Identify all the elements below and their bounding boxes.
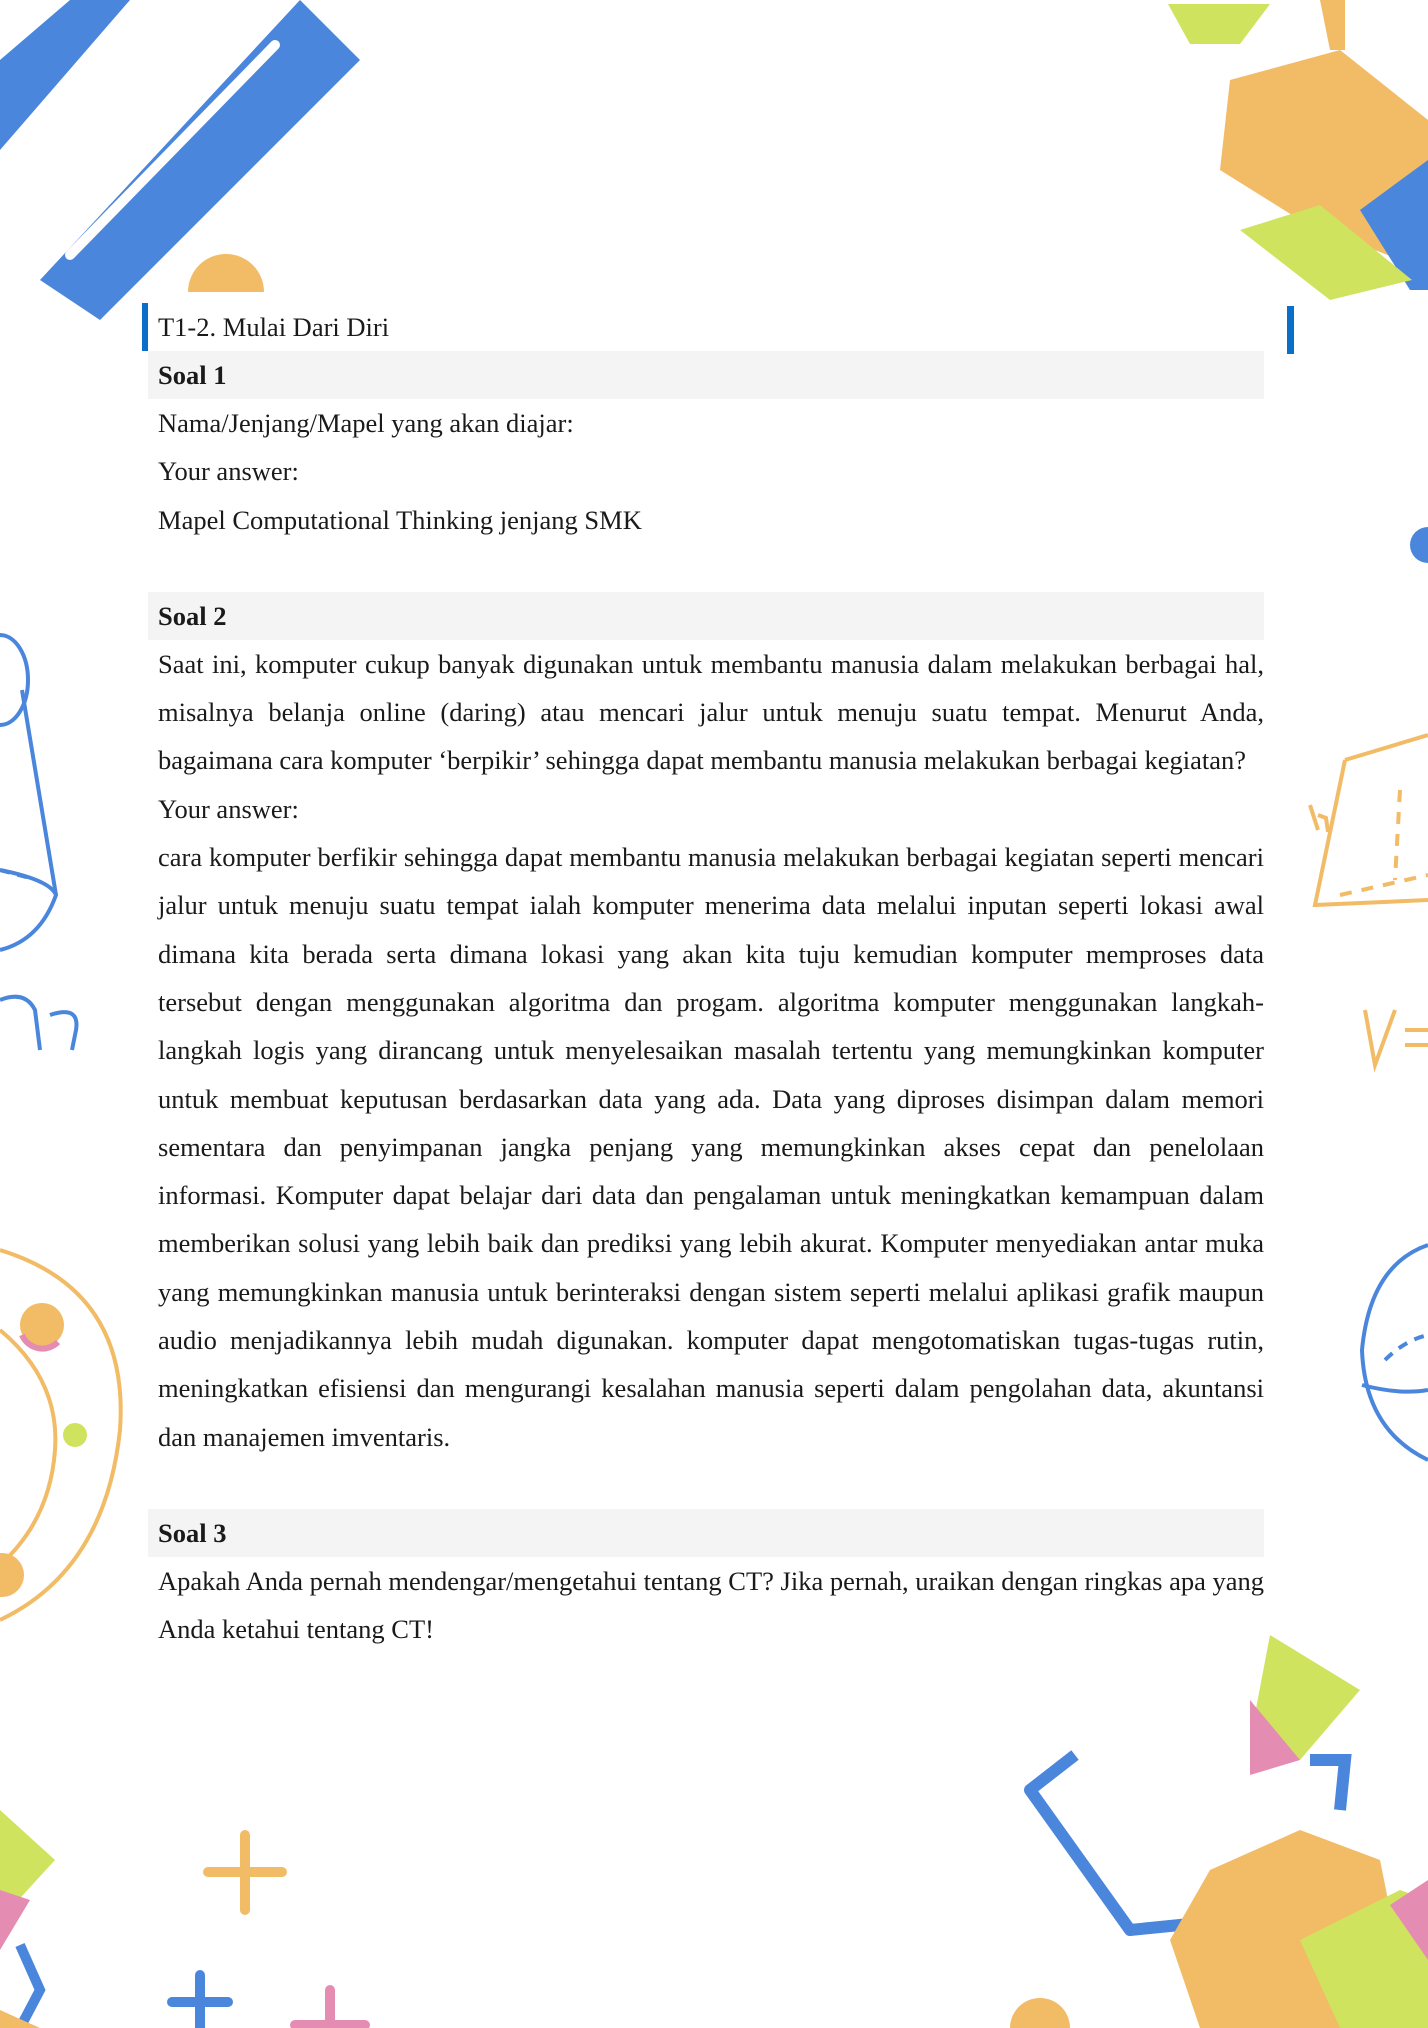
soal-3-heading: Soal 3 <box>148 1509 1264 1557</box>
triangle-cluster-icon <box>0 1810 55 2028</box>
soal-1-answer-label: Your answer: <box>158 456 299 487</box>
soal-3-question-text: Apakah Anda pernah mendengar/mengetahui tentang CT? Jika pernah, uraikan dengan ringkas apa yang Anda ketahui tentang CT! <box>158 1565 1264 1645</box>
page-title-text: T1-2. Mulai Dari Diri <box>158 312 390 342</box>
geometry-cluster-icon <box>1010 1635 1428 2028</box>
soal-2-question-text: Saat ini, komputer cukup banyak digunakan untuk membantu manusia dalam melakukan berbagai hal, misalnya belanja online (daring) atau mencari jalur untuk menuju suatu tempat. Menurut Anda, bagaimana cara komputer ‘berpikir’ sehingga dapat membantu manusia melakukan berbagai kegiatan? <box>158 648 1264 776</box>
cylinder-icon <box>0 635 76 1050</box>
soal-2-heading: Soal 2 <box>148 592 1264 640</box>
soal-2-answer-label: Your answer: <box>158 793 299 824</box>
soal-1-question: Nama/Jenjang/Mapel yang akan diajar: <box>158 408 574 438</box>
soal-1-heading: Soal 1 <box>148 351 1264 399</box>
soal-3-question <box>158 1557 1264 1654</box>
spacer <box>158 1461 1264 1509</box>
plus-icon <box>172 1835 365 2028</box>
pencil-icon <box>0 0 360 320</box>
cube-icon <box>1310 735 1428 1065</box>
page-title <box>142 303 1264 351</box>
soal-2-answer <box>158 833 1264 1461</box>
sphere-icon <box>1362 1245 1428 1460</box>
document-body <box>158 303 1264 1654</box>
orbit-icon <box>0 1250 121 1620</box>
soal-1-answer: Mapel Computational Thinking jenjang SMK <box>158 504 642 535</box>
soal-3 <box>158 1509 1264 1654</box>
soal-2-answer-text: cara komputer berfikir sehingga dapat membantu manusia melakukan berbagai kegiatan seperti mencari jalur untuk menuju suatu tempat ialah komputer menerima data melalui inputan seperti lokasi awal dimana kita berada serta dimana lokasi yang akan kita tuju kemudian komputer memproses data tersebut dengan menggunakan algoritma dan progam. algoritma komputer menggunakan langkah-langkah logis yang dirancang untuk menyelesaikan masalah tertentu yang memungkinkan komputer untuk membuat keputusan berdasarkan data yang ada. Data yang diproses disimpan dalam memori sementara dan penyimpanan jangka penjang yang memungkinkan akses cepat dan penelolaan informasi. Komputer dapat belajar dari data dan pengalaman untuk meningkatkan kemampuan dalam memberikan solusi yang lebih baik dan prediksi yang lebih akurat. Komputer menyediakan antar muka yang memungkinkan manusia untuk berinteraksi dengan sistem seperti melalui aplikasi grafik maupun audio menjadikannya lebih mudah digunakan. komputer dapat mengotomatiskan tugas-tugas rutin, meningkatkan efisiensi dan mengurangi kesalahan manusia seperti dalam pengolahan data, akuntansi dan manajemen imventaris. <box>158 842 1264 1452</box>
sun-half-icon <box>188 254 264 292</box>
spacer <box>158 544 1264 592</box>
soal-2-question <box>158 640 1264 785</box>
hexagon-icon <box>1168 0 1428 300</box>
soal-1 <box>158 351 1264 544</box>
soal-2 <box>158 592 1264 1461</box>
